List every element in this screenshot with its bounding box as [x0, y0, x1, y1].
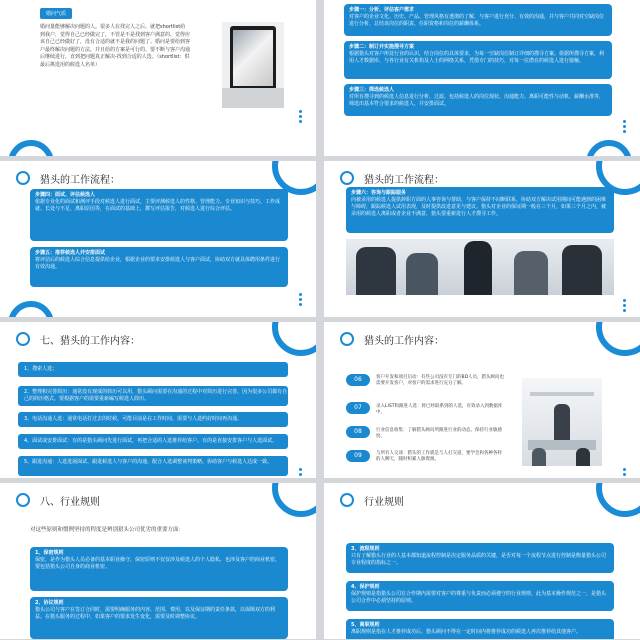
ring-icon	[16, 493, 30, 507]
slide-title: 行业规则	[364, 496, 404, 508]
slide-title: 猎头的工作内容：	[364, 335, 444, 347]
slide-header	[16, 330, 140, 348]
content-item-2: 2、整理和完善简历：通常没有现成的简历可以用，猎头顾问需要在沟通的过程中对简历进行完善，因为很多公司都有自己的简历格式。要根据客户的需要重新编写候选人简历。	[18, 386, 288, 406]
slide-3[interactable]	[0, 161, 316, 317]
arc-decoration	[596, 483, 640, 517]
rule-text: 保密，是作为猎头人员必备的基本职业操守，保密原则不仅仅涉及候选人的个人隐私，也涉及客户的商业机密，要包括猎头公司自身的商业机密。	[35, 557, 281, 570]
intro-text: 对这些原则和惯例坚持的程度是辨别猎头公司优劣的重要方面：	[30, 527, 185, 533]
slide-header	[16, 491, 100, 509]
arc-decoration	[596, 322, 640, 356]
rule-box-5	[346, 619, 614, 639]
step-text: 对所有搜寻到的候选人信息进行分析、过滤，包括候选人的岗位现状、沟通能力、离职可能性与动机、薪酬水准等，筛选出基本符合要求的候选人，并安排面试。	[349, 94, 605, 107]
business-people-photo	[346, 239, 614, 295]
rule-title: 2、协议规则	[35, 600, 64, 606]
arc-decoration	[272, 322, 316, 356]
item-number-badge: 07	[346, 402, 370, 414]
step-box-6	[346, 187, 614, 233]
step-text: 向被录用的候选人提供辞职方面的人事咨询与帮助，与客户保持不间断联系，协助双方解决试用期间可能遇到的困难与障碍，跟踪候选人试用表现，及时提供改进意见与建议。猎头对企业的保证期一般在三个月，如果三个月之内，被录用的候选人离职或者企业不满意，猎头要重新进行人才搜寻工作。	[351, 197, 607, 217]
step-title: 步骤五：推荐候选人并安排面试	[35, 250, 106, 256]
step-text: 对客户的企业文化、历史、产品、管理风格有透彻的了解，与客户进行充分、有效的沟通，并与客户共同对空缺岗位进行分析，总结该岗位的职责、任职资格和岗位的薪酬体系。	[349, 14, 605, 27]
ring-icon	[340, 171, 354, 185]
rule-text: 保护规则是指猎头公司在合作期内需要对客户的尊重与负责而必须遵守的行业规则，此为基本操作规范之一，是猎头公司合作中必须坚持的原则。	[351, 591, 607, 604]
arc-decoration	[8, 140, 54, 156]
rule-box-1	[30, 547, 288, 591]
slide-header	[340, 491, 404, 509]
ring-icon	[16, 171, 30, 185]
rule-text: 只有了解猎头行业的人基本都知道流程控制是决定服务品质的关键，是否对每一个流程节点进行控制是衡量猎头公司专业程度的指标之一。	[351, 553, 607, 566]
step-box-1	[344, 4, 612, 36]
slide-4[interactable]	[324, 161, 640, 317]
tablet-icon	[230, 26, 276, 92]
slide-header	[16, 169, 120, 187]
rule-box-3	[346, 543, 614, 573]
content-item-4: 4、面试或安排面试：有的是猎头顾问先进行面试，再把合适的人选推荐给客户。有的是直接安排客户与人选面试。	[18, 434, 288, 449]
ring-icon	[16, 332, 30, 346]
content-item-3: 3、电话沟通人选：通常电话打过去的时候，可能目前是在工作时间，需要与人选约好时间再沟通。	[18, 412, 288, 427]
item-number-badge: 08	[346, 426, 370, 438]
step-box-5	[30, 247, 288, 287]
slide-7[interactable]	[0, 483, 316, 639]
item-text: 客户开发和项目启动：有些公司没有专门的BD人员，猎头顾问也需要开发客户，对客户的需求进行充分了解。	[376, 375, 505, 386]
slide-8[interactable]	[324, 483, 640, 639]
dots-decoration	[623, 299, 626, 314]
slide-6[interactable]	[324, 322, 640, 478]
step-title: 步骤二：制订并实施搜寻方案	[349, 44, 415, 50]
rule-box-2	[30, 597, 288, 639]
slide-header	[340, 330, 444, 348]
item-text: 录入LIST和跟进人选：将已经联系到的人选，有效录入到数据库中。	[376, 404, 503, 415]
office-people-photo	[522, 378, 602, 466]
ring-icon	[340, 493, 354, 507]
rule-box-4	[346, 581, 614, 611]
step-title: 步骤一：分析、评估客户需求	[349, 7, 415, 13]
step-text: 将评估后的候选人综合信息提供给企业，根据企业的要求安排候选人与客户面试，协助双方就具体聘用条件进行有效沟通。	[35, 257, 281, 270]
step-title: 步骤三：筛选候选人	[349, 87, 395, 93]
slide-title: 八、行业规则	[40, 496, 100, 508]
slide-title: 猎头的工作流程：	[364, 174, 444, 186]
item-text: 与所有人交谈：猎头的工作就是与人打交道，要学会和各种各样的人聊天，随时积累人脉资源。	[376, 451, 502, 462]
step-box-3	[344, 84, 612, 116]
step-title: 步骤四：面试、评估候选人	[35, 192, 96, 198]
arc-decoration	[8, 301, 54, 317]
arc-decoration	[586, 140, 632, 156]
step-title: 步骤六：咨询与跟踪服务	[351, 190, 407, 196]
slide-title: 七、猎头的工作内容：	[40, 335, 140, 347]
item-number-badge: 06	[346, 374, 370, 386]
rule-title: 5、离职规则	[351, 622, 380, 628]
content-item-5: 5、跟进沟通：人选进展面试、跟进候选人与客户的沟通、配合人选调整谈判策略，协助客户与候选人达成一致。	[18, 456, 288, 476]
slide-5[interactable]	[0, 322, 316, 478]
ring-icon	[340, 332, 354, 346]
dots-decoration	[623, 120, 626, 135]
dots-decoration	[299, 110, 302, 125]
content-item-1: 1、搜索人选；	[18, 362, 288, 377]
dots-decoration	[299, 293, 302, 308]
step-text: 根据猎头对客户所处行业的认识，结合岗位的具体要求，为每一空缺岗位制订详细的搜寻方案。依据所搜寻方案，利用人才数据库、与各行业有关机构及人士的网络关系，凭借专门的技巧，对每一位潜在的候选人进行接触。	[349, 51, 605, 64]
slide-title: 猎头的工作流程：	[40, 174, 120, 186]
slide-body-text: 婚问量能够解决问题的人。很多人在找完人之后。就把shortlist给到我户，觉得自己已经做完了，不管是不是找到客户满意的、觉得应该自己已经做好了，没有合适的就不是我的问题了。婚问是要给到客户最终解决问题的方法，并且给的方案是可行的。要不断与客户沟通后继续进行，直到把问题真正解决-找到合适的人选。（shortlist：供最后挑选用的候选人名单）	[40, 24, 191, 68]
step-text: 依据专业化的面试和测评手段对候选人进行面试，主要评测候选人的性格、管理能力、专业知识与技巧、工作成就、长处与不足、离职原因等，在面试的基础上，撰写评估报告，对候选人进行综合评估。	[35, 199, 281, 212]
step-box-4	[30, 189, 288, 241]
item-text: 行业信息收集：了解猎头顾问所跟进行业的动态，保持行业敏感度。	[376, 428, 502, 439]
rule-title: 1、保密规则	[35, 550, 64, 556]
slide-header	[340, 169, 444, 187]
rule-title: 3、流程规则	[351, 546, 380, 552]
item-number-badge: 09	[346, 450, 370, 462]
slide-1[interactable]	[0, 0, 316, 156]
tablet-photo	[222, 22, 284, 108]
dots-decoration	[299, 468, 302, 478]
rule-title: 4、保护规则	[351, 584, 380, 590]
step-box-2	[344, 41, 612, 79]
rule-text: 离职规则是指在人才推荐成功后，猎头顾问不得在一定时间内将推荐成功的候选人再次推荐给其他客户。	[351, 629, 582, 635]
rule-text: 猎头公司与客户在签订合同时，需要明确服务的内容、范围、费用，以及保证期的责任条款，以保障双方的利益。在猎头服务的过程中，如果客户的要求发生变化，需要及时调整协议。	[35, 607, 276, 620]
slide-2[interactable]	[324, 0, 640, 156]
arc-decoration	[272, 483, 316, 517]
dots-decoration	[623, 468, 626, 478]
section-tag: 婚问气质	[40, 8, 72, 19]
